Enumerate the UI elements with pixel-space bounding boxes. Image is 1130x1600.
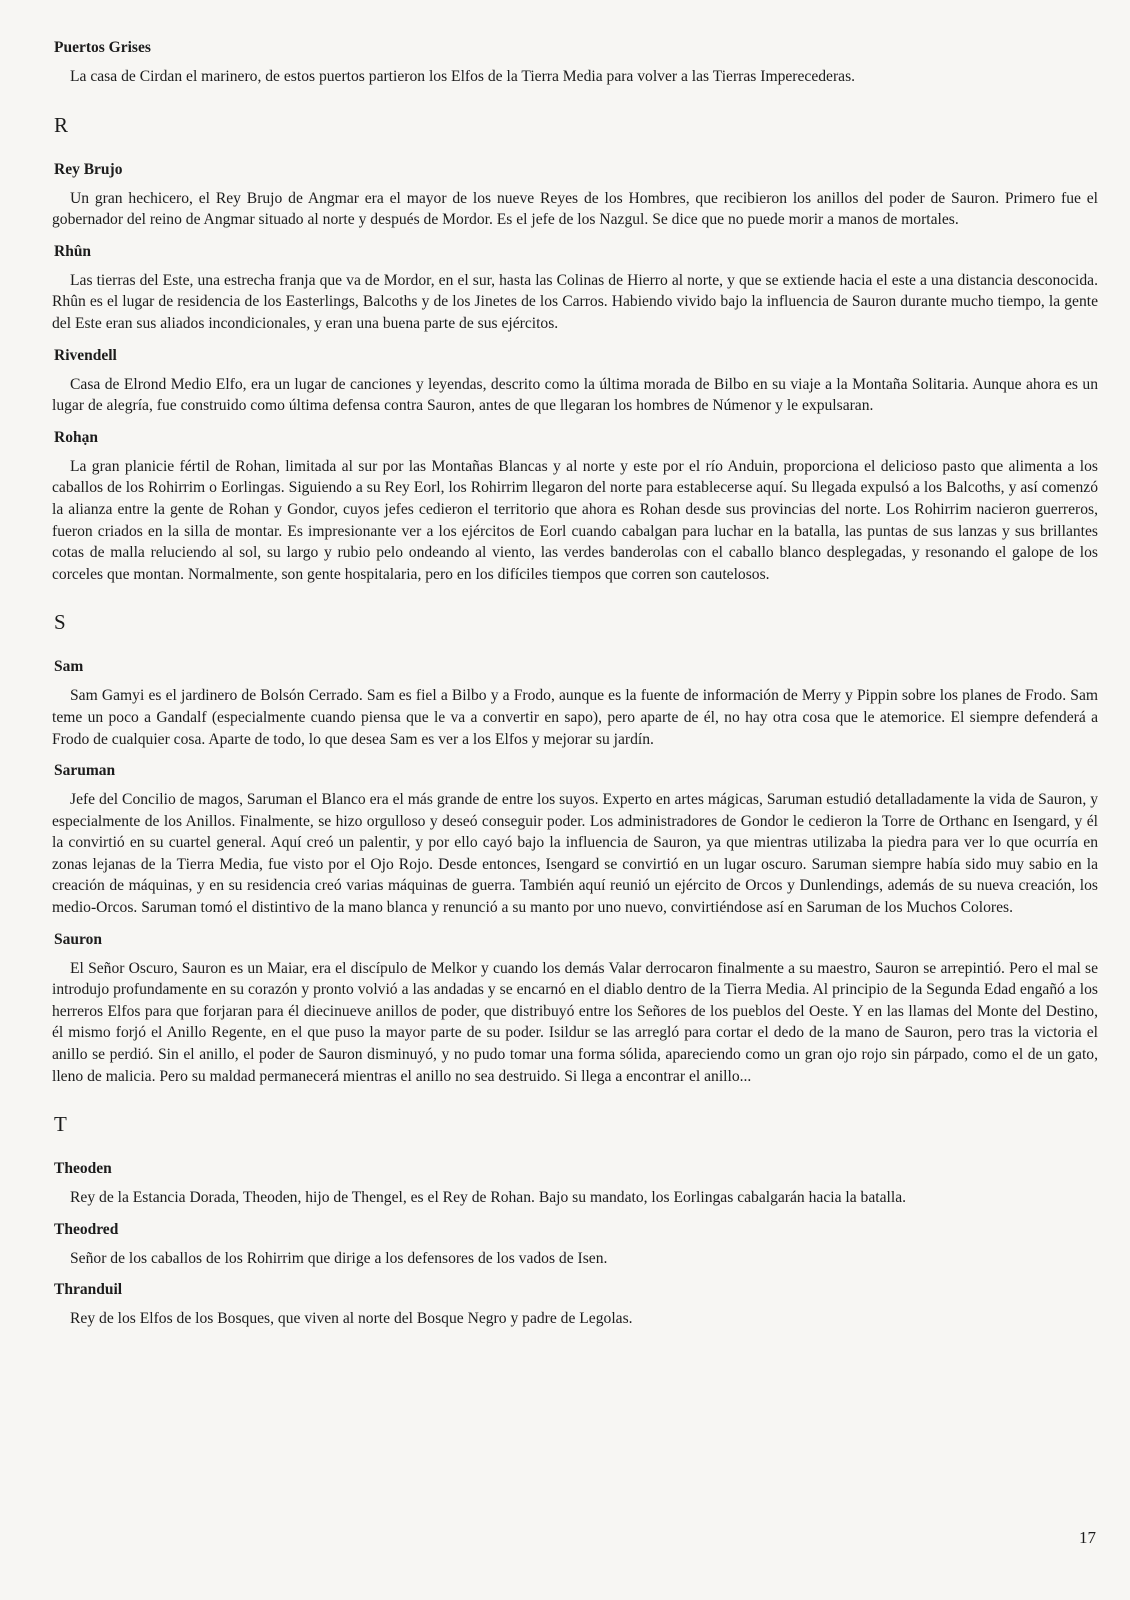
entry-title: Saruman bbox=[54, 762, 116, 780]
entry-thranduil bbox=[52, 1280, 1098, 1330]
section-letter-t: T bbox=[54, 1112, 67, 1137]
entry-title: Thranduil bbox=[54, 1281, 123, 1299]
page-number: 17 bbox=[1079, 1528, 1096, 1547]
entry-title: Rhûn bbox=[54, 242, 92, 260]
entry-rhun bbox=[52, 242, 1098, 335]
entry-title: Rivendell bbox=[54, 346, 117, 364]
entry-saruman bbox=[52, 761, 1098, 919]
entry-rivendell bbox=[52, 346, 1098, 417]
entry-text: El Señor Oscuro, Sauron es un Maiar, era el discípulo de Melkor y cuando los demás Valar derrocaron finalmente a su maestro, Sauron se arrepintió. Pero el mal se introdujo profundamente en su corazón y pronto volvió a las andadas y se encarnó en el diablo dentro de la Tierra Media. Al principio de la Segunda Edad engañó a los herreros Elfos para que forjaran para él diecinueve anillos de poder, que distribuyó entre los Señores de los pueblos del Oeste. Y en las llamas del Monte del Destino, él mismo forjó el Anillo Regente, en el que puso la mayor parte de su poder. Isildur se las arregló para cortar el dedo de la mano de Sauron, pero tras la victoria el anillo se perdió. Sin el anillo, el poder de Sauron disminuyó, y no pudo tomar una forma sólida, apareciendo como un gran ojo rojo sin párpado, como el de un gato, lleno de malicia. Pero su maldad permanecerá mientras el anillo no sea destruido. Si llega a encontrar el anillo... bbox=[52, 959, 1098, 1085]
entry-title: Sauron bbox=[54, 930, 102, 948]
entry-text: Señor de los caballos de los Rohirrim que dirige a los defensores de los vados de Isen. bbox=[70, 1249, 608, 1267]
entry-title: Rey Brujo bbox=[54, 160, 123, 178]
entry-text: Las tierras del Este, una estrecha franja que va de Mordor, en el sur, hasta las Colinas de Hierro al norte, y que se extiende hacia el este a una distancia desconocida. Rhûn es el lugar de residencia de los Easterlings, Balcoths y de los Jinetes de los Carros. Habiendo vivido bajo la influencia de Sauron durante mucho tiempo, la gente del Este eran sus aliados incondicionales, y eran una buena parte de sus ejércitos. bbox=[52, 271, 1098, 332]
entry-text: La gran planicie fértil de Rohan, limitada al sur por las Montañas Blancas y al norte y este por el río Anduin, proporciona el delicioso pasto que alimenta a los caballos de los Rohirrim o Eorlingas. Siguiendo a su Rey Eorl, los Rohirrim llegaron del norte para establecerse aquí. Su llegada expulsó a los Balcoths, y así comenzó la alianza entre la gente de Rohan y Gondor, cuyos jefes cedieron el territorio que ahora es Rohan desde sus provincias del norte. Los Rohirrim nacieron guerreros, fueron criados en la silla de montar. Es impresionante ver a los ejércitos de Eorl cuando cabalgan para luchar en la batalla, las puntas de sus lanzas y sus brillantes cotas de malla reluciendo al sol, su largo y rubio pelo ondeando al viento, las verdes banderolas con el caballo blanco desplegadas, y resonando el galope de los corceles que montan. Normalmente, son gente hospitalaria, pero en los difíciles tiempos que corren son cautelosos. bbox=[52, 457, 1098, 583]
entry-text: Rey de la Estancia Dorada, Theoden, hijo de Thengel, es el Rey de Rohan. Bajo su mandato, los Eorlingas cabalgarán hacia la batalla. bbox=[70, 1189, 907, 1207]
entry-puertos-grises bbox=[52, 38, 1098, 88]
section-letter-r: R bbox=[54, 112, 69, 137]
entry-title: Theoden bbox=[54, 1160, 112, 1178]
entry-text: Jefe del Concilio de magos, Saruman el Blanco era el más grande de entre los suyos. Experto en artes mágicas, Saruman estudió detalladamente la vida de Sauron, y especialmente de los Anillos. Finalmente, se hizo orgulloso y deseó conseguir poder. Los administradores de Gondor le cedieron la Torre de Orthanc en Isengard, y él la convirtió en su cuartel general. Aquí creó un palentir, y por ello cayó bajo la influencia de Sauron, ya que mientras utilizaba la piedra para ver lo que ocurría en zonas lejanas de la Tierra Media, fue visto por el Ojo Rojo. Desde entonces, Isengard se convirtió en un lugar oscuro. Saruman siempre había sido muy sabio en la creación de máquinas, y en su residencia creó varias máquinas de guerra. También aquí reunió un ejército de Orcos y Dunlendings, además de su nueva creación, los medio-Orcos. Saruman tomó el distintivo de la mano blanca y renunció a su manto por uno nuevo, convirtiéndose así en Saruman de los Muchos Colores. bbox=[52, 791, 1098, 917]
entry-text: Casa de Elrond Medio Elfo, era un lugar de canciones y leyendas, descrito como la última morada de Bilbo en su viaje a la Montaña Solitaria. Aunque ahora es un lugar de alegría, fue construido como última defensa contra Sauron, antes de que llegaran los hombres de Númenor y le expulsaran. bbox=[52, 375, 1098, 415]
section-letter-s: S bbox=[54, 610, 66, 635]
entry-theodred bbox=[52, 1220, 1098, 1270]
entry-title: Sam bbox=[54, 658, 84, 676]
entry-text: Rey de los Elfos de los Bosques, que viven al norte del Bosque Negro y padre de Legolas. bbox=[70, 1310, 633, 1328]
entry-text: Sam Gamyi es el jardinero de Bolsón Cerrado. Sam es fiel a Bilbo y a Frodo, aunque es la fuente de información de Merry y Pippin sobre los planes de Frodo. Sam teme un poco a Gandalf (especialmente cuando piensa que le va a convertir en sapo), pero aparte de él, no hay otra cosa que le atemorice. El siempre defenderá a Frodo de cualquier cosa. Aparte de todo, lo que desea Sam es ver a los Elfos y mejorar su jardín. bbox=[52, 687, 1098, 748]
entry-theoden bbox=[52, 1159, 1098, 1209]
entry-title: Puertos Grises bbox=[54, 39, 151, 56]
entry-text: La casa de Cirdan el marinero, de estos puertos partieron los Elfos de la Tierra Media para volver a las Tierras Imperecederas. bbox=[70, 68, 856, 85]
entry-sauron bbox=[52, 930, 1098, 1088]
entry-text: Un gran hechicero, el Rey Brujo de Angmar era el mayor de los nueve Reyes de los Hombres, que recibieron los anillos del poder de Sauron. Primero fue el gobernador del reino de Angmar situado al norte y después de Mordor. Es el jefe de los Nazgul. Se dice que no puede morir a manos de mortales. bbox=[52, 189, 1098, 229]
entry-sam bbox=[52, 657, 1098, 750]
entry-title: Rohạn bbox=[54, 428, 98, 446]
entry-title: Theodred bbox=[54, 1220, 119, 1238]
entry-rey-brujo bbox=[52, 160, 1098, 231]
entry-rohan bbox=[52, 428, 1098, 586]
glossary-content bbox=[52, 38, 1098, 1341]
